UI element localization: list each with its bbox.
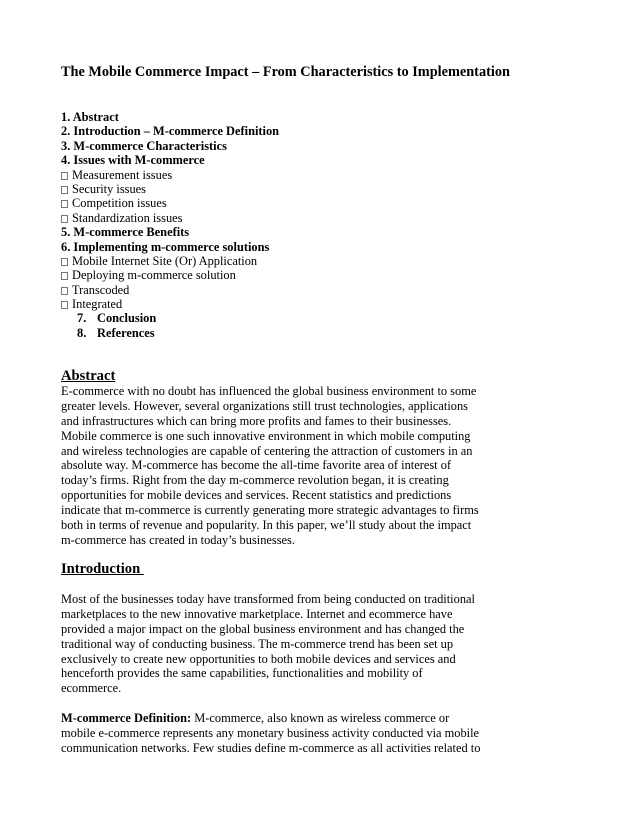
- toc-item: [61, 110, 279, 124]
- abstract-heading: Abstract: [61, 368, 116, 384]
- bullet-box-icon: [61, 186, 68, 194]
- definition-paragraph: [61, 711, 491, 756]
- toc-item: [61, 153, 279, 167]
- bullet-box-icon: [61, 272, 68, 280]
- toc-item: [61, 297, 279, 311]
- text-line: E-commerce with no doubt has influenced the global business environment to some: [61, 384, 477, 398]
- text-line: Mobile commerce is one such innovative environment in which mobile computing: [61, 428, 471, 443]
- toc-subitem-label: Transcoded: [72, 282, 130, 297]
- bullet-box-icon: [61, 301, 68, 309]
- toc-item-label: References: [97, 325, 155, 340]
- toc-item-label: 3. M-commerce Characteristics: [61, 138, 227, 153]
- toc-subitem-label: Integrated: [72, 297, 123, 312]
- document-title: The Mobile Commerce Impact – From Characteristics to Implementation: [61, 64, 510, 80]
- text-line: indicate that m-commerce is currently generating more strategic advantages to firms: [61, 503, 479, 518]
- toc-item-label: 2. Introduction – M-commerce Definition: [61, 124, 280, 139]
- bullet-box-icon: [61, 215, 68, 223]
- toc-item: [61, 124, 279, 138]
- text-line: today’s firms. Right from the day m-commerce revolution began, it is creating: [61, 473, 449, 488]
- toc-subitem-label: Security issues: [72, 181, 146, 196]
- toc-item-label: Conclusion: [97, 311, 157, 326]
- toc-item: [61, 182, 279, 196]
- toc-item: [61, 283, 279, 297]
- text-line: mobile e-commerce represents any monetary business activity conducted via mobile: [61, 725, 480, 740]
- toc-item-label: 6. Implementing m-commerce solutions: [61, 239, 270, 254]
- text-line: traditional way of conducting business. The m-commerce trend has been set up: [61, 636, 454, 651]
- text-line: [61, 711, 491, 726]
- toc-subitem-label: Mobile Internet Site (Or) Application: [72, 253, 258, 268]
- toc-item: [61, 211, 279, 225]
- toc-item: [61, 268, 279, 282]
- text-line: and infrastructures which can bring more profits and fames to their businesses.: [61, 413, 452, 428]
- toc-item: [61, 311, 279, 325]
- text-line: greater levels. However, several organizations still trust technologies, applications: [61, 398, 469, 413]
- definition-text: M-commerce, also known as wireless commerce or: [191, 711, 450, 725]
- toc-item: [61, 139, 279, 153]
- toc-item-number: 7.: [77, 311, 87, 326]
- bullet-box-icon: [61, 258, 68, 266]
- text-line: Most of the businesses today have transformed from being conducted on traditional: [61, 592, 475, 606]
- text-line: marketplaces to the new innovative marketplace. Internet and ecommerce have: [61, 606, 453, 621]
- toc-item: [61, 254, 279, 268]
- text-line: and wireless technologies are capable of centering the attraction of customers in an: [61, 443, 473, 458]
- table-of-contents: [61, 110, 279, 340]
- toc-item: [61, 168, 279, 182]
- abstract-paragraph: [61, 384, 491, 548]
- toc-item-label: 4. Issues with M-commerce: [61, 153, 205, 168]
- toc-subitem-label: Competition issues: [72, 196, 167, 211]
- toc-subitem-label: Deploying m-commerce solution: [72, 268, 236, 283]
- text-line: communication networks. Few studies define m-commerce as all activities related to: [61, 740, 481, 755]
- toc-item-label: 5. M-commerce Benefits: [61, 225, 190, 240]
- introduction-heading: Introduction: [61, 561, 144, 577]
- text-line: absolute way. M-commerce has become the all-time favorite area of interest of: [61, 458, 452, 473]
- toc-item: [61, 196, 279, 210]
- toc-item: [61, 326, 279, 340]
- bullet-box-icon: [61, 200, 68, 208]
- text-line: opportunities for mobile devices and services. Recent statistics and predictions: [61, 488, 452, 503]
- bullet-box-icon: [61, 172, 68, 180]
- text-line: provided a major impact on the global business environment and has changed the: [61, 621, 465, 636]
- toc-subitem-label: Standardization issues: [72, 210, 183, 225]
- toc-subitem-label: Measurement issues: [72, 167, 173, 182]
- text-line: exclusively to create new opportunities to both mobile devices and services and: [61, 651, 456, 666]
- text-line: henceforth provides the same capabilities, functionalities and mobility of: [61, 666, 423, 681]
- text-line: ecommerce.: [61, 681, 122, 696]
- toc-item: [61, 225, 279, 239]
- toc-item: [61, 240, 279, 254]
- definition-lead: M-commerce Definition:: [61, 711, 192, 725]
- text-line: m-commerce has created in today’s businesses.: [61, 532, 295, 547]
- introduction-paragraph: [61, 592, 491, 696]
- toc-item-number: 8.: [77, 325, 87, 340]
- toc-item-label: 1. Abstract: [61, 110, 119, 124]
- bullet-box-icon: [61, 287, 68, 295]
- text-line: both in terms of revenue and popularity. In this paper, we’ll study about the impact: [61, 518, 472, 533]
